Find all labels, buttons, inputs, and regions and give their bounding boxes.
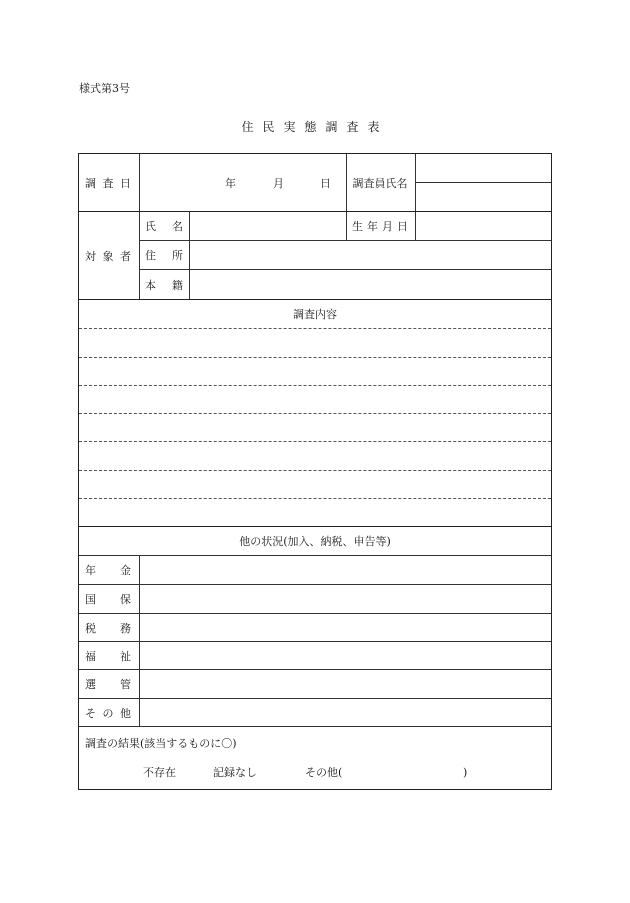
survey-date-label bbox=[85, 154, 131, 211]
birthdate-label-char: 年 bbox=[367, 220, 378, 233]
domicile-label bbox=[145, 270, 183, 299]
pension-label bbox=[85, 556, 131, 584]
birthdate-field[interactable] bbox=[416, 212, 551, 240]
survey-date-label-char: 調 bbox=[85, 176, 96, 190]
tax-field[interactable] bbox=[140, 614, 551, 641]
surveyor-name-field-2[interactable] bbox=[416, 183, 551, 211]
page-title: 住民実態調査表 bbox=[241, 120, 389, 134]
content-line[interactable] bbox=[79, 386, 551, 413]
birthdate-label-char: 生 bbox=[352, 220, 363, 233]
welfare-label-char: 福 bbox=[85, 649, 96, 663]
other-heading: 他の状況(加入、納税、申告等) bbox=[239, 535, 391, 548]
birthdate-label bbox=[352, 212, 408, 240]
address-label-char: 住 bbox=[145, 249, 156, 262]
content-line[interactable] bbox=[79, 414, 551, 441]
others-label-char: そ bbox=[85, 706, 96, 720]
name-label-char: 名 bbox=[172, 220, 183, 233]
surveyor-name-label: 調査員氏名 bbox=[352, 176, 408, 190]
election-label-char: 管 bbox=[120, 678, 131, 691]
content-line[interactable] bbox=[79, 499, 551, 526]
domicile-field[interactable] bbox=[190, 270, 551, 299]
others-label-char: の bbox=[102, 706, 114, 720]
pension-field[interactable] bbox=[140, 556, 551, 584]
domicile-label-char: 本 bbox=[145, 278, 156, 292]
national-insurance-label-char: 保 bbox=[120, 593, 131, 606]
birthdate-label-char: 日 bbox=[397, 220, 408, 233]
result-option-not-exist[interactable]: 不存在 bbox=[143, 766, 176, 779]
result-label: 調査の結果(該当するものに〇) bbox=[85, 737, 237, 750]
others-label-char: 他 bbox=[120, 706, 131, 720]
pension-label-char: 年 bbox=[85, 564, 96, 577]
others-field[interactable] bbox=[140, 699, 551, 726]
survey-form bbox=[78, 153, 552, 790]
national-insurance-label-char: 国 bbox=[85, 593, 96, 606]
subject-label bbox=[85, 212, 131, 299]
welfare-field[interactable] bbox=[140, 642, 551, 669]
election-label-char: 選 bbox=[85, 678, 96, 691]
welfare-label bbox=[85, 642, 131, 669]
survey-date-label-char: 査 bbox=[102, 176, 114, 190]
content-line[interactable] bbox=[79, 358, 551, 385]
content-line[interactable] bbox=[79, 442, 551, 470]
tax-label bbox=[85, 614, 131, 641]
survey-year-label: 年 bbox=[225, 176, 236, 190]
form-number: 様式第3号 bbox=[79, 82, 130, 95]
birthdate-label-char: 月 bbox=[382, 220, 393, 233]
national-insurance-label bbox=[85, 585, 131, 613]
result-option-other-close: ) bbox=[463, 765, 468, 779]
result-option-other[interactable]: その他( bbox=[305, 766, 343, 779]
address-label bbox=[145, 241, 183, 269]
subject-label-char: 象 bbox=[102, 249, 114, 263]
result-other-field[interactable] bbox=[351, 760, 461, 784]
content-heading: 調査内容 bbox=[293, 308, 337, 321]
tax-label-char: 税 bbox=[85, 621, 96, 635]
result-option-no-record[interactable]: 記録なし bbox=[213, 766, 257, 779]
national-insurance-field[interactable] bbox=[140, 585, 551, 613]
welfare-label-char: 祉 bbox=[120, 649, 131, 663]
name-label bbox=[145, 212, 183, 240]
pension-label-char: 金 bbox=[120, 564, 131, 577]
survey-day-label: 日 bbox=[320, 176, 331, 190]
content-line[interactable] bbox=[79, 329, 551, 357]
domicile-label-char: 籍 bbox=[172, 278, 183, 292]
address-field[interactable] bbox=[190, 241, 551, 269]
content-line[interactable] bbox=[79, 471, 551, 498]
others-label bbox=[85, 699, 131, 726]
election-label bbox=[85, 670, 131, 698]
tax-label-char: 務 bbox=[120, 621, 131, 635]
subject-label-char: 者 bbox=[120, 249, 131, 263]
survey-month-label: 月 bbox=[273, 176, 284, 190]
address-label-char: 所 bbox=[172, 249, 183, 262]
survey-date-label-char: 日 bbox=[120, 176, 131, 190]
subject-label-char: 対 bbox=[85, 249, 96, 263]
survey-date-field[interactable] bbox=[140, 154, 345, 211]
name-label-char: 氏 bbox=[145, 220, 156, 233]
election-field[interactable] bbox=[140, 670, 551, 698]
surveyor-name-field-1[interactable] bbox=[416, 154, 551, 182]
